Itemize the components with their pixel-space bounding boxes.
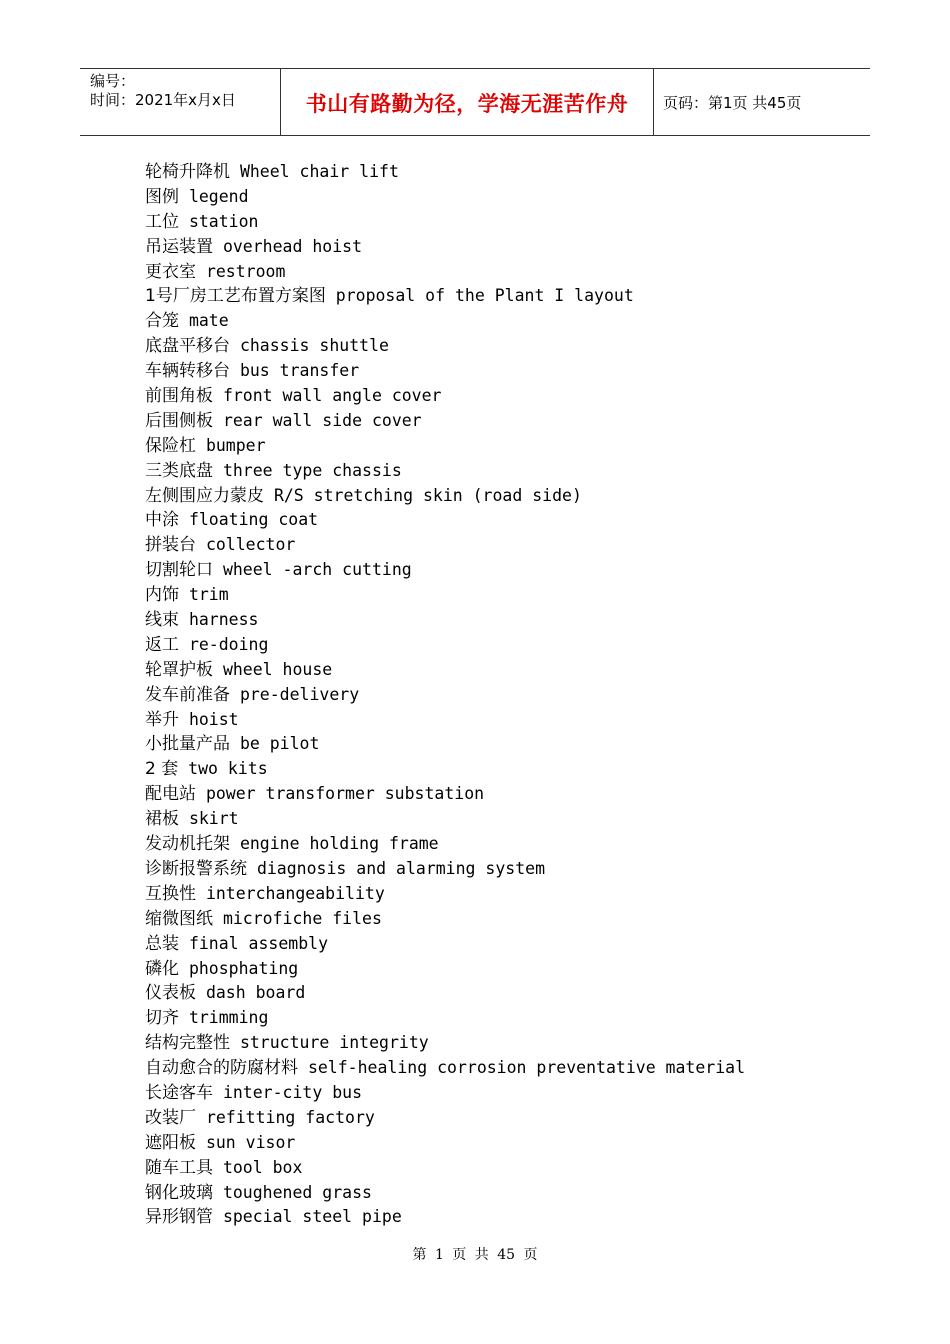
glossary-entry bbox=[145, 932, 845, 957]
term-chinese: 三类底盘 bbox=[145, 460, 213, 481]
term-chinese: 钢化玻璃 bbox=[145, 1182, 213, 1203]
term-chinese: 轮椅升降机 bbox=[145, 162, 230, 182]
term-english: interchangeability bbox=[205, 883, 385, 903]
glossary-entry bbox=[145, 334, 845, 359]
glossary-entry bbox=[145, 683, 845, 708]
glossary-entry bbox=[145, 1106, 845, 1131]
term-chinese: 内饰 bbox=[145, 585, 179, 606]
term-english: bumper bbox=[205, 435, 266, 455]
term-chinese: 吊运装置 bbox=[145, 236, 213, 257]
document-date-label: 时间：2021年x月x日 bbox=[90, 91, 236, 109]
term-chinese: 改装厂 bbox=[145, 1107, 196, 1128]
term-english: re-doing bbox=[188, 634, 269, 654]
glossary-entry bbox=[145, 409, 845, 434]
term-chinese: 左侧围应力蒙皮 bbox=[145, 485, 264, 506]
glossary-entry bbox=[145, 957, 845, 982]
glossary-entry bbox=[145, 459, 845, 484]
term-english: overhead hoist bbox=[222, 236, 363, 256]
term-chinese: 车辆转移台 bbox=[145, 361, 230, 382]
term-chinese: 工位 bbox=[145, 211, 179, 232]
term-chinese: 2 套 bbox=[145, 759, 179, 780]
glossary-entry bbox=[145, 757, 845, 782]
term-english: tool box bbox=[222, 1157, 303, 1177]
term-chinese: 中涂 bbox=[145, 510, 179, 531]
term-chinese: 轮罩护板 bbox=[145, 659, 213, 680]
glossary-entry bbox=[145, 608, 845, 633]
term-chinese: 缩微图纸 bbox=[145, 908, 213, 929]
term-english: bus transfer bbox=[239, 361, 360, 381]
glossary-entry bbox=[145, 160, 845, 185]
term-chinese: 拼装台 bbox=[145, 535, 196, 556]
term-english: station bbox=[188, 211, 259, 231]
term-chinese: 总装 bbox=[145, 933, 179, 954]
term-chinese: 异形钢管 bbox=[145, 1207, 213, 1228]
glossary-entry bbox=[145, 807, 845, 832]
term-chinese: 遮阳板 bbox=[145, 1132, 196, 1153]
glossary-entry bbox=[145, 1181, 845, 1206]
term-english: two kits bbox=[188, 759, 268, 779]
term-english: dash board bbox=[205, 983, 306, 1003]
term-english: Wheel chair lift bbox=[239, 162, 399, 181]
term-english: refitting factory bbox=[205, 1107, 375, 1127]
glossary-entry bbox=[145, 832, 845, 857]
glossary-entry bbox=[145, 484, 845, 509]
glossary-entry bbox=[145, 633, 845, 658]
term-chinese: 举升 bbox=[145, 709, 179, 730]
term-english: special steel pipe bbox=[222, 1207, 402, 1227]
term-chinese: 发动机托架 bbox=[145, 834, 230, 855]
term-english: power transformer substation bbox=[205, 784, 485, 804]
term-english: wheel -arch cutting bbox=[222, 560, 412, 580]
glossary-entry bbox=[145, 1205, 845, 1230]
term-chinese: 前围角板 bbox=[145, 386, 213, 407]
term-english: pre-delivery bbox=[239, 684, 360, 704]
term-english: self-healing corrosion preventative material bbox=[307, 1058, 746, 1078]
glossary-entry bbox=[145, 732, 845, 757]
header-motto-cell bbox=[281, 69, 654, 135]
term-chinese: 磷化 bbox=[145, 958, 179, 979]
term-english: sun visor bbox=[205, 1132, 296, 1152]
glossary-entry bbox=[145, 1131, 845, 1156]
term-chinese: 随车工具 bbox=[145, 1157, 213, 1178]
header-page-cell bbox=[654, 69, 870, 135]
glossary-entry bbox=[145, 981, 845, 1006]
term-english: legend bbox=[188, 186, 249, 206]
glossary-entry bbox=[145, 1031, 845, 1056]
term-english: hoist bbox=[188, 709, 239, 729]
glossary-entry bbox=[145, 384, 845, 409]
term-chinese: 小批量产品 bbox=[145, 734, 230, 755]
term-english: structure integrity bbox=[239, 1033, 429, 1053]
term-chinese: 结构完整性 bbox=[145, 1033, 230, 1054]
glossary-entry bbox=[145, 235, 845, 260]
glossary-entry bbox=[145, 1056, 845, 1081]
term-chinese: 配电站 bbox=[145, 784, 196, 805]
term-english: collector bbox=[205, 535, 296, 555]
glossary-entry bbox=[145, 284, 845, 309]
header-motto: 书山有路勤为径，学海无涯苦作舟 bbox=[305, 92, 629, 116]
term-chinese: 诊断报警系统 bbox=[145, 858, 247, 879]
term-english: final assembly bbox=[188, 933, 329, 953]
term-chinese: 发车前准备 bbox=[145, 684, 230, 705]
glossary-entry bbox=[145, 210, 845, 235]
document-number-label: 编号： bbox=[90, 72, 136, 90]
term-chinese: 保险杠 bbox=[145, 435, 196, 456]
term-chinese: 互换性 bbox=[145, 883, 196, 904]
term-english: wheel house bbox=[222, 659, 333, 679]
glossary-entry bbox=[145, 1006, 845, 1031]
term-english: chassis shuttle bbox=[239, 336, 389, 356]
term-english: R/S stretching skin (road side) bbox=[273, 485, 582, 505]
term-english: front wall angle cover bbox=[222, 386, 442, 406]
term-english: diagnosis and alarming system bbox=[256, 858, 546, 878]
header-page-number: 页码：第1页 共45页 bbox=[663, 94, 802, 112]
glossary-entry bbox=[145, 1156, 845, 1181]
term-chinese: 图例 bbox=[145, 186, 179, 207]
glossary-entry bbox=[145, 658, 845, 683]
glossary-entry bbox=[145, 359, 845, 384]
term-english: trim bbox=[188, 585, 229, 605]
glossary-entry bbox=[145, 533, 845, 558]
term-english: harness bbox=[188, 610, 259, 630]
term-english: inter-city bus bbox=[222, 1082, 363, 1102]
term-chinese: 裙板 bbox=[145, 809, 179, 830]
term-chinese: 底盘平移台 bbox=[145, 336, 230, 357]
term-english: proposal of the Plant I layout bbox=[335, 286, 634, 306]
term-chinese: 切割轮口 bbox=[145, 560, 213, 581]
term-english: mate bbox=[188, 311, 229, 331]
glossary-entry bbox=[145, 583, 845, 608]
term-english: rear wall side cover bbox=[222, 410, 422, 430]
glossary-entry bbox=[145, 508, 845, 533]
term-english: three type chassis bbox=[222, 460, 402, 480]
term-english: phosphating bbox=[188, 958, 299, 978]
glossary-entry bbox=[145, 260, 845, 285]
glossary-entry bbox=[145, 782, 845, 807]
term-chinese: 更衣室 bbox=[145, 261, 196, 282]
glossary-entry bbox=[145, 558, 845, 583]
term-english: microfiche files bbox=[222, 908, 382, 928]
glossary-entry bbox=[145, 882, 845, 907]
term-chinese: 切齐 bbox=[145, 1008, 179, 1029]
header-meta-cell bbox=[80, 69, 281, 135]
page-footer: 第 1 页 共 45 页 bbox=[412, 1247, 538, 1263]
page-header bbox=[80, 68, 870, 136]
term-chinese: 仪表板 bbox=[145, 983, 196, 1004]
glossary-entry bbox=[145, 309, 845, 334]
term-english: restroom bbox=[205, 261, 286, 281]
term-chinese: 线束 bbox=[145, 610, 179, 631]
term-english: floating coat bbox=[188, 510, 319, 530]
glossary-entry bbox=[145, 1081, 845, 1106]
term-chinese: 1号厂房工艺布置方案图 bbox=[145, 286, 326, 307]
term-english: toughened grass bbox=[222, 1182, 372, 1202]
glossary-entry bbox=[145, 857, 845, 882]
term-chinese: 后围侧板 bbox=[145, 410, 213, 431]
term-chinese: 长途客车 bbox=[145, 1082, 213, 1103]
glossary-entry bbox=[145, 708, 845, 733]
glossary-entry bbox=[145, 907, 845, 932]
term-english: engine holding frame bbox=[239, 834, 439, 854]
term-english: trimming bbox=[188, 1008, 269, 1028]
term-english: skirt bbox=[188, 809, 239, 829]
term-english: be pilot bbox=[239, 734, 320, 754]
term-chinese: 合笼 bbox=[145, 311, 179, 332]
term-chinese: 返工 bbox=[145, 634, 179, 655]
glossary-list bbox=[145, 160, 845, 1230]
term-chinese: 自动愈合的防腐材料 bbox=[145, 1058, 298, 1079]
glossary-entry bbox=[145, 185, 845, 210]
glossary-entry bbox=[145, 434, 845, 459]
